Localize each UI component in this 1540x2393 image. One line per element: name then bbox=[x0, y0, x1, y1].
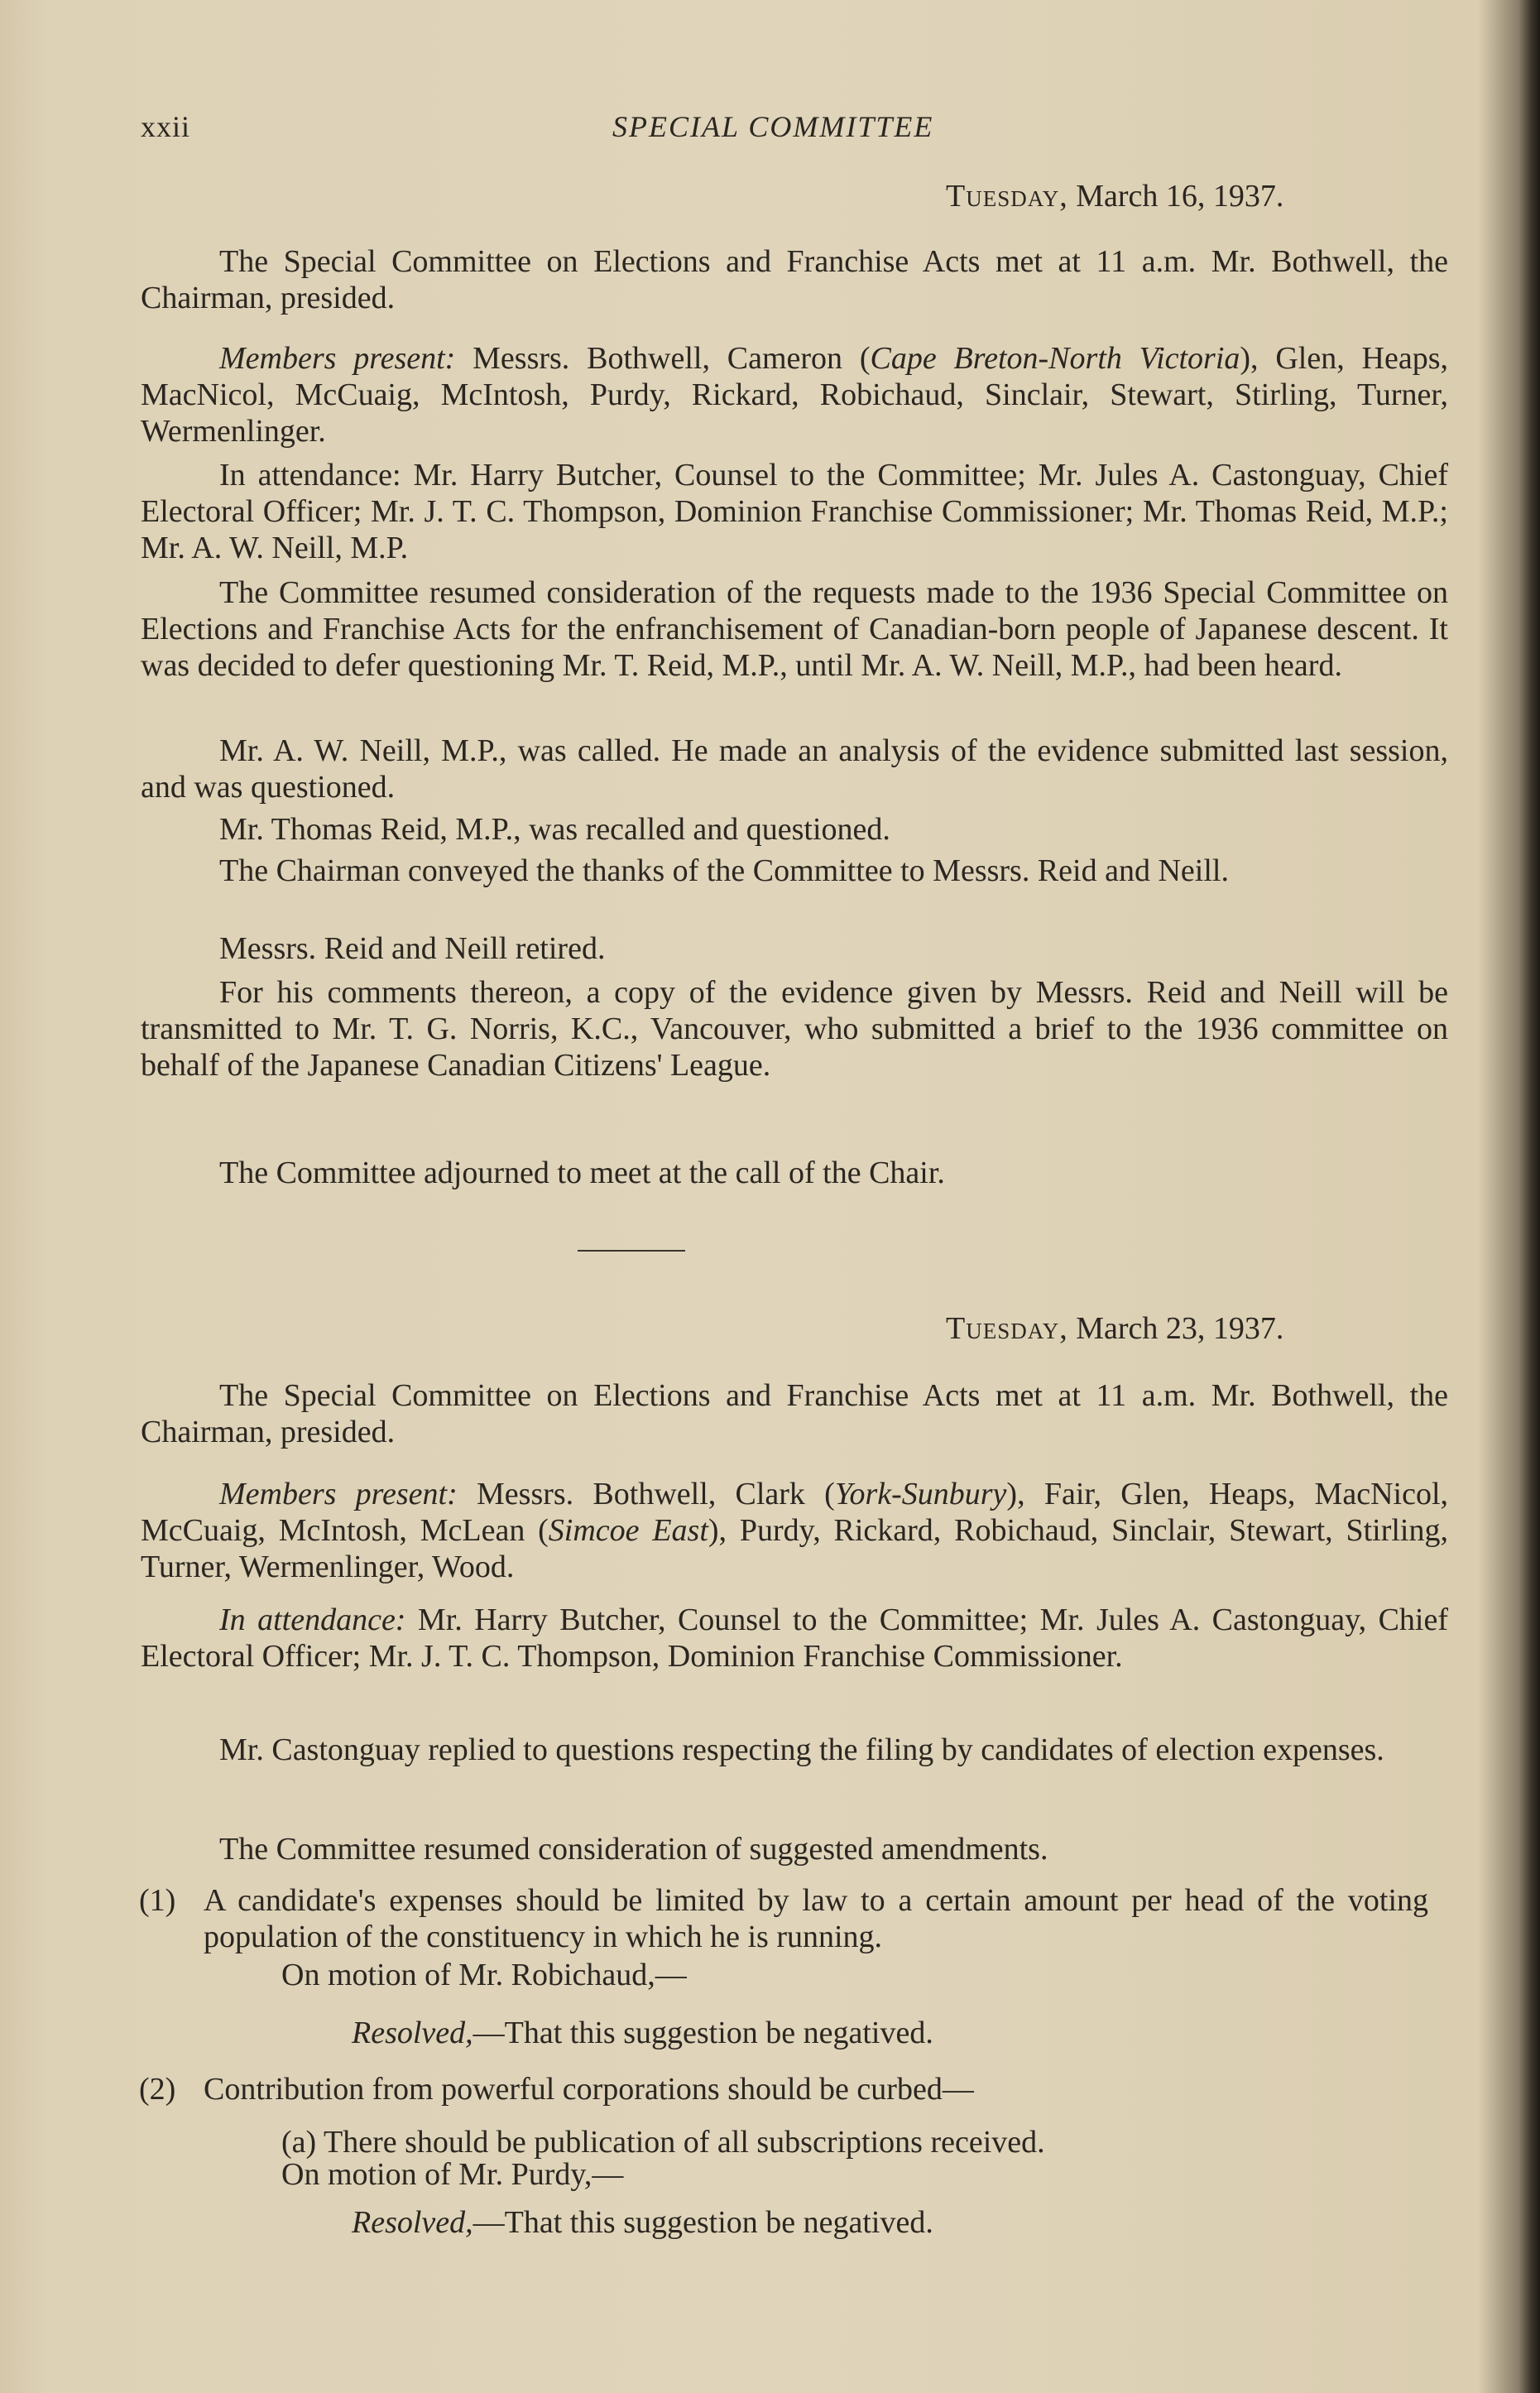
meeting1-resumed: The Committee resumed consideration of the requests made to the 1936 Special Committee on Elections and Franchise Acts for the enfranchisement of Canadian-born people of Japanese descent. It was decided to defer questioning Mr. T. Reid, M.P., until Mr. A. W. Neill, M.P., had been heard. bbox=[141, 575, 1448, 683]
meeting2-date: Tuesday, March 23, 1937. bbox=[946, 1311, 1284, 1346]
item2-text: Contribution from powerful corporations should be curbed— bbox=[204, 2072, 974, 2107]
item2a-text: (a) There should be publication of all subscriptions received. bbox=[281, 2125, 1045, 2160]
item2-motion: On motion of Mr. Purdy,— bbox=[281, 2157, 624, 2192]
meeting1-retired: Messrs. Reid and Neill retired. bbox=[219, 931, 606, 966]
meeting2-attendance: In attendance: Mr. Harry Butcher, Counsel to the Committee; Mr. Jules A. Castonguay, Chief Electoral Officer; Mr. J. T. C. Thompson, Dominion Franchise Commissioner. bbox=[141, 1603, 1448, 1674]
meeting1-norris: For his comments thereon, a copy of the evidence given by Messrs. Reid and Neill will be transmitted to Mr. T. G. Norris, K.C., Vancouver, who submitted a brief to the 1936 committee on behalf of the Japanese Canadian Citizens' League. bbox=[141, 975, 1448, 1083]
item1-text: A candidate's expenses should be limited by law to a certain amount per head of the voting population of the constituency in which he is running. bbox=[204, 1883, 1428, 1954]
meeting2-members: Members present: Messrs. Bothwell, Clark (York-Sunbury), Fair, Glen, Heaps, MacNicol, McCuaig, McIntosh, McLean (Simcoe East), Purdy, Rickard, Robichaud, Sinclair, Stewart, Stirling, Turner, Wermenlinger, Wood. bbox=[141, 1477, 1449, 1584]
section-divider bbox=[578, 1250, 685, 1252]
meeting1-neill: Mr. A. W. Neill, M.P., was called. He made an analysis of the evidence submitted last session, and was questioned. bbox=[141, 733, 1448, 805]
meeting1-thanks: The Chairman conveyed the thanks of the Committee to Messrs. Reid and Neill. bbox=[219, 853, 1229, 888]
meeting1-opening: The Special Committee on Elections and Franchise Acts met at 11 a.m. Mr. Bothwell, the Chairman, presided. bbox=[141, 244, 1448, 315]
item1-resolved: Resolved,—That this suggestion be negatived. bbox=[352, 2016, 933, 2050]
meeting1-reid: Mr. Thomas Reid, M.P., was recalled and questioned. bbox=[219, 812, 890, 847]
item2-number: (2) bbox=[139, 2072, 176, 2107]
item1-number: (1) bbox=[139, 1883, 176, 1918]
page-number: xxii bbox=[141, 110, 191, 143]
meeting1-attendance: In attendance: Mr. Harry Butcher, Counsel to the Committee; Mr. Jules A. Castonguay, Chief Electoral Officer; Mr. J. T. C. Thompson, Dominion Franchise Commissioner; Mr. Thomas Reid, M.P.; Mr. A. W. Neill, M.P. bbox=[141, 458, 1448, 565]
item1-motion: On motion of Mr. Robichaud,— bbox=[281, 1958, 687, 1992]
meeting1-date: Tuesday, March 16, 1937. bbox=[946, 179, 1284, 214]
meeting2-castonguay: Mr. Castonguay replied to questions respecting the filing by candidates of election expenses. bbox=[219, 1732, 1384, 1767]
meeting1-adjourned: The Committee adjourned to meet at the call of the Chair. bbox=[219, 1156, 945, 1190]
meeting2-opening: The Special Committee on Elections and Franchise Acts met at 11 a.m. Mr. Bothwell, the Chairman, presided. bbox=[141, 1378, 1448, 1449]
meeting2-resumed: The Committee resumed consideration of suggested amendments. bbox=[219, 1832, 1048, 1867]
running-title: SPECIAL COMMITTEE bbox=[612, 110, 934, 143]
meeting1-members: Members present: Messrs. Bothwell, Cameron (Cape Breton-North Victoria), Glen, Heaps, MacNicol, McCuaig, McIntosh, Purdy, Rickard, Robichaud, Sinclair, Stewart, Stirling, Turner, Wermenlinger. bbox=[141, 341, 1449, 449]
item2-resolved: Resolved,—That this suggestion be negatived. bbox=[352, 2205, 933, 2240]
